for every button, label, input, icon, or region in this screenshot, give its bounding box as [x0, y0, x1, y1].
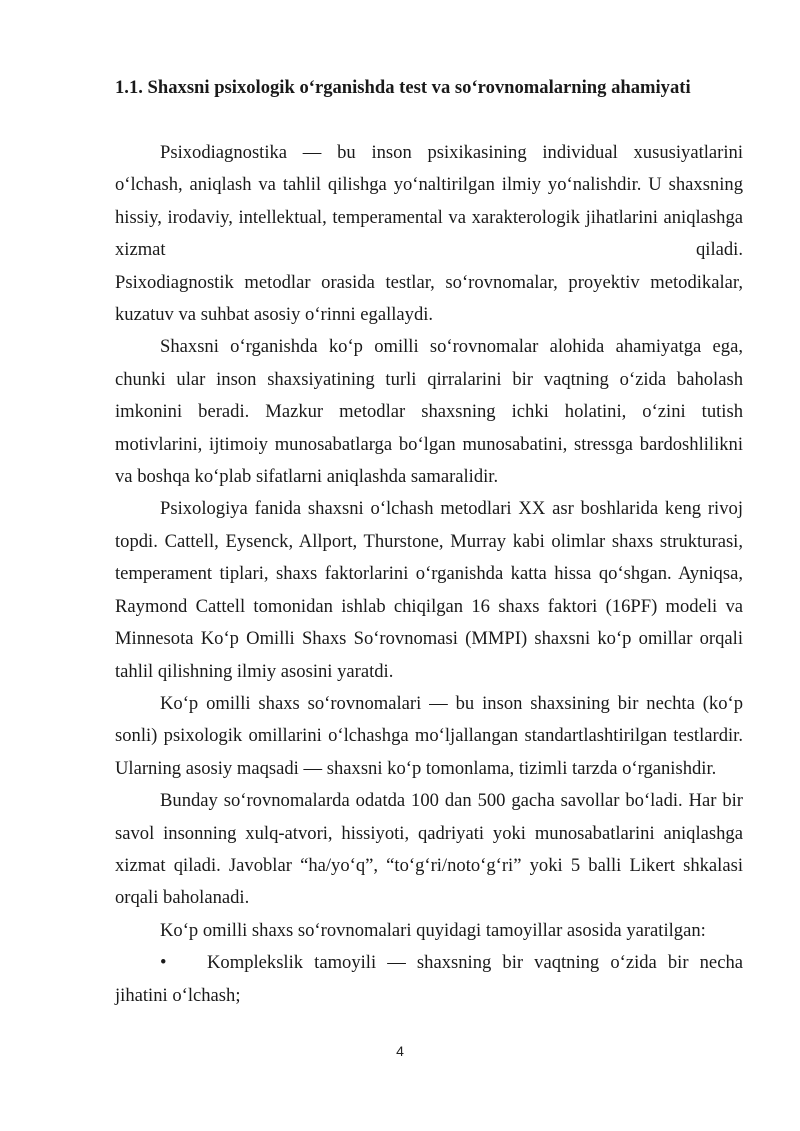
paragraph-tamoyillar: Ko‘p omilli shaxs so‘rovnomalari quyidagi tamoyillar asosida yaratilgan: — [160, 919, 706, 941]
paragraph-tarif: Ko‘p omilli shaxs so‘rovnomalari — bu inson shaxsining bir nechta (ko‘p sonli) psixologik omillarini o‘lchashga mo‘ljallangan standartlashtirilgan testlardir. Ularning asosiy maqsadi — shaxsni ko‘p tomonlama, tizimli tarzda o‘rganishdir. — [115, 692, 743, 779]
section-heading: 1.1. Shaxsni psixologik o‘rganishda test va so‘rovnomalarning ahamiyati — [115, 77, 691, 98]
bullet-text: Komplekslik tamoyili — shaxsning bir vaqtning o‘zida bir necha jihatini o‘lchash; — [115, 952, 743, 1006]
page-number: 4 — [396, 1043, 404, 1059]
paragraph-psixodiagnostik-metodlar: Psixodiagnostik metodlar orasida testlar, so‘rovnomalar, proyektiv metodikalar, kuzatuv va suhbat asosiy o‘rinni egallaydi. — [115, 271, 743, 326]
body-text — [115, 137, 743, 1012]
bullet-item — [115, 947, 743, 1012]
paragraph-savollar: Bunday so‘rovnomalarda odatda 100 dan 500 gacha savollar bo‘ladi. Har bir savol insonning xulq-atvori, hissiyoti, qadriyati yoki munosabatlarini aniqlashga xizmat qiladi. Javoblar “ha/yo‘q”, “to‘g‘ri/noto‘g‘ri” yoki 5 balli Likert shkalasi orqali baholanadi. — [115, 790, 743, 909]
paragraph-tarix: Psixologiya fanida shaxsni o‘lchash metodlari XX asr boshlarida keng rivoj topdi. Cattell, Eysenck, Allport, Thurstone, Murray kabi olimlar shaxs strukturasi, temperament tiplari, shaxs faktorlarini o‘rganishda katta hissa qo‘shgan. Ayniqsa, Raymond Cattell tomonidan ishlab chiqilgan 16 shaxs faktori (16PF) modeli va Minnesota Ko‘p Omilli Shaxs So‘rovnomasi (MMPI) shaxsni ko‘p omillar orqali tahlil qilishning ilmiy asosini yaratdi. — [115, 498, 743, 682]
paragraph-psixodiagnostika: Psixodiagnostika — bu inson psixikasining individual xususiyatlarini o‘lchash, aniqlash va tahlil qilishga yo‘naltirilgan ilmiy yo‘nalishdir. U shaxsning hissiy, irodaviy, intellektual, temperamental va xarakterologik jihatlarini aniqlashga xizmat qiladi. — [115, 142, 743, 261]
paragraph-kop-omilli: Shaxsni o‘rganishda ko‘p omilli so‘rovnomalar alohida ahamiyatga ega, chunki ular inson shaxsiyatining turli qirralarini bir vaqtning o‘zida baholash imkonini beradi. Mazkur metodlar shaxsning ichki holatini, o‘zini tutish motivlarini, ijtimoiy munosabatlarga bo‘lgan munosabatini, stressga bardoshlilikni va boshqa ko‘plab sifatlarni aniqlashda samaralidir. — [115, 336, 743, 488]
bullet-marker: • — [160, 952, 167, 974]
